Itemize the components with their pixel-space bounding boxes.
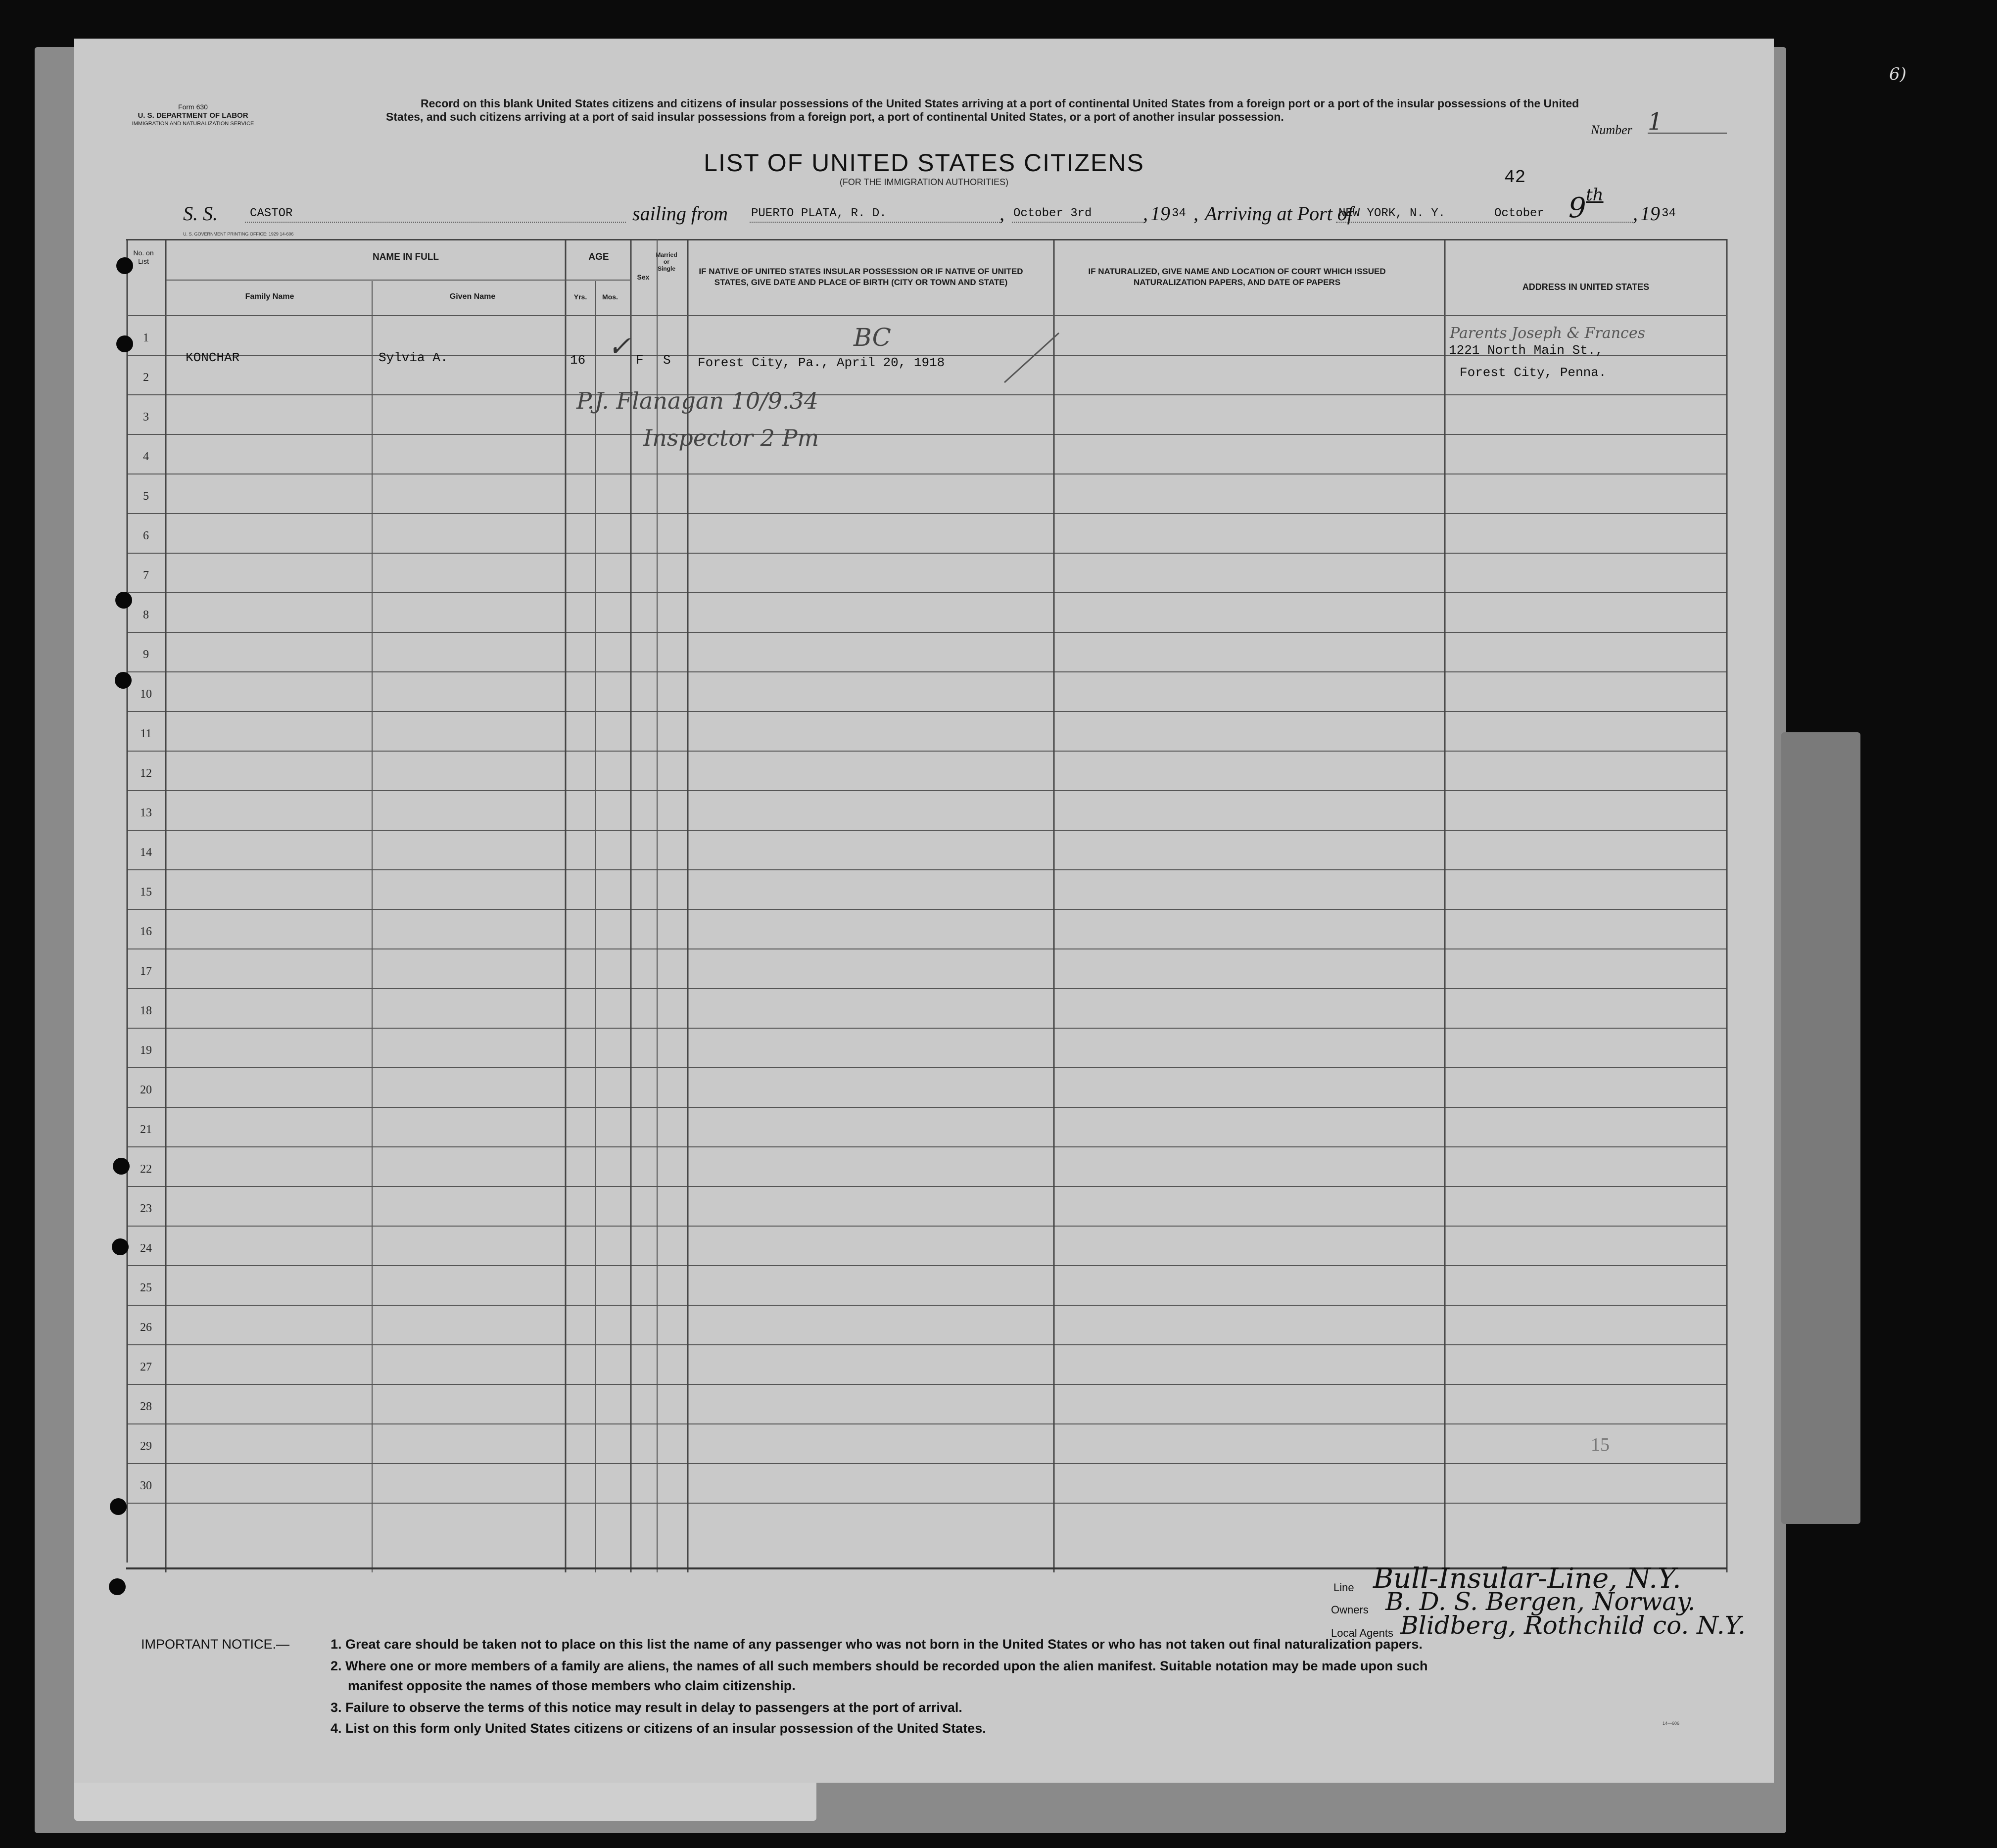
department: U. S. DEPARTMENT OF LABOR: [138, 111, 248, 120]
row-number: 8: [143, 609, 149, 621]
service: IMMIGRATION AND NATURALIZATION SERVICE: [132, 121, 254, 127]
line-label: Line: [1333, 1581, 1354, 1594]
origin-port: PUERTO PLATA, R. D.: [751, 207, 887, 220]
row-number: 25: [140, 1281, 152, 1294]
row-number: 19: [140, 1044, 152, 1057]
col-header-birth: IF NATIVE OF UNITED STATES INSULAR POSSESSION OR IF NATIVE OF UNITED STATES, GIVE DATE AND PLACE OF BIRTH (CITY OR TOWN AND STATE): [699, 267, 1023, 287]
notice-item-3: 3. Failure to observe the terms of this notice may result in delay to passengers at the port of arrival.: [331, 1700, 962, 1715]
col-header-naturalized: IF NATURALIZED, GIVE NAME AND LOCATION OF COURT WHICH ISSUED NATURALIZATION PAPERS, AND DATE OF PAPERS: [1088, 267, 1386, 287]
age-yrs-cell: 16: [570, 353, 586, 368]
ship-name: CASTOR: [250, 207, 293, 220]
number-label: Number: [1591, 123, 1632, 137]
col-header-given-name: Given Name: [449, 292, 496, 301]
col-header-sex: Sex: [637, 273, 650, 281]
arriving-label: Arriving at Port of: [1205, 202, 1353, 225]
underlying-page-edge: [1781, 732, 1860, 1524]
row-number: 9: [143, 648, 149, 661]
row-number: 12: [140, 767, 152, 780]
agents-label: Local Agents: [1331, 1627, 1393, 1639]
arrival-day-suffix: th: [1586, 185, 1604, 205]
page-subtitle: (FOR THE IMMIGRATION AUTHORITIES): [839, 177, 1009, 187]
row-number: 17: [140, 965, 152, 978]
birth-cell: Forest City, Pa., April 20, 1918: [698, 355, 945, 370]
form-instructions: Record on this blank United States citizens and citizens of insular possessions of the United States arriving at a port of continental United States from a foreign port or a port of the insular possessions of the United States, and such citizens arriving at a port of said insular possessions from a foreign port, a port of continental United States, or a port of another insular possession.: [386, 97, 1579, 123]
depart-year-prefix: 19: [1150, 202, 1170, 225]
col-header-age: AGE: [588, 252, 609, 262]
corner-mark: 6): [1889, 64, 1906, 84]
punch-hole: [109, 1578, 126, 1595]
col-header-yrs: Yrs.: [573, 293, 587, 301]
notice-item-2: 2. Where one or more members of a family are aliens, the names of all such members should be recorded upon the alien manifest. Suitable notation may be made upon such: [331, 1658, 1428, 1673]
table-grid: [74, 39, 1774, 1783]
col-header-married: Married or Single: [656, 251, 677, 272]
form-code: 14—606: [1663, 1721, 1680, 1726]
line-value: Bull-Insular-Line, N.Y.: [1373, 1563, 1681, 1595]
row-number: 20: [140, 1084, 152, 1096]
punch-hole: [115, 592, 132, 609]
col-header-address: ADDRESS IN UNITED STATES: [1522, 282, 1650, 292]
owners-label: Owners: [1331, 1604, 1369, 1616]
notice-item-2-cont: manifest opposite the names of those members who claim citizenship.: [348, 1678, 796, 1693]
check-mark: ✓: [608, 331, 631, 363]
ss-label: S. S.: [183, 202, 218, 225]
arrival-day: 9: [1569, 192, 1586, 224]
inspector-title: Inspector 2 Pm: [643, 425, 819, 451]
row-number: 15: [140, 886, 152, 899]
row-number: 27: [140, 1361, 152, 1374]
row-number: 16: [140, 925, 152, 938]
row-number: 6: [143, 529, 149, 542]
owners-value: B. D. S. Bergen, Norway.: [1385, 1587, 1696, 1616]
row-number: 10: [140, 688, 152, 701]
row-number: 22: [140, 1163, 152, 1176]
address-line-2: Forest City, Penna.: [1460, 365, 1607, 380]
arrival-year-prefix: 19: [1640, 202, 1660, 225]
punch-hole: [116, 335, 133, 352]
row-number: 23: [140, 1202, 152, 1215]
family-name-cell: KONCHAR: [186, 350, 240, 365]
notice-label: IMPORTANT NOTICE.—: [141, 1637, 290, 1652]
sailing-from-label: sailing from: [632, 202, 728, 225]
agents-value: Blidberg, Rothchild co. N.Y.: [1400, 1611, 1746, 1640]
row-number: 14: [140, 846, 152, 859]
col-header-mos: Mos.: [602, 293, 618, 301]
row-number: 26: [140, 1321, 152, 1334]
punch-hole: [113, 1158, 130, 1175]
row-number: 2: [143, 371, 149, 384]
printer-line: U. S. GOVERNMENT PRINTING OFFICE: 1929 14-606: [183, 232, 294, 237]
page-title: LIST OF UNITED STATES CITIZENS: [704, 149, 1144, 177]
row-number: 13: [140, 806, 152, 819]
row-number: 24: [140, 1242, 152, 1255]
form-id: Form 630: [178, 103, 208, 111]
inspector-signature: P.J. Flanagan 10/9.34: [576, 387, 819, 414]
row-number: 29: [140, 1440, 152, 1453]
arrival-year: 34: [1662, 207, 1676, 220]
punch-hole: [110, 1498, 127, 1515]
address-annotation: Parents Joseph & Frances: [1450, 325, 1645, 342]
manifest-page: Form 630 U. S. DEPARTMENT OF LABOR IMMIGRATION AND NATURALIZATION SERVICE Record on this blank United States citizens and citizens of insular possessions of the United States arriving at a port of continental United States from a foreign port or a port of the insular possessions of the United States, and such citizens arriving at a port of said insular possessions from a foreign port, a port of continental United States, or a port of another insular possession. Number 1 LIST OF UNITED STATES CITIZENS (FOR THE IMMIGRATION AUTHORITIES) 42 S. S. CASTOR sailing from PUERTO PLATA, R. D. , October 3rd , 19 34 , Arriving at Port of NEW YORK, N. Y. October 9 th , 19 34 U. S. GOVERNMENT PRINTING OFFICE: 1929 14-606 No. on List NAME IN FULL Family Name Given Name AGE Yrs. Mos. Sex Married or Single IF NATIVE OF UNITED STATES INSULAR POSSESSION OR IF NATIVE OF UNITED STATES, GIVE DATE AND PLACE OF BIRTH (CITY OR TOWN AND STATE) IF NATURALIZED, GIVE NAME AND LOCATION OF COURT WHICH ISSUED NATURALIZATION PAPERS, AND DATE OF PAPERS ADDRESS IN UNITED STATES 1 2 3 4 5 6 7 8 9 10 11 12 13 14 15 16 17 18 19 20 21 22 23 24 25 26 27 28 29 30 KONCHAR Sylvia A. 16 ✓ F S Forest City, Pa., April 20, 1918 BC Parents Joseph & Frances 1221 North Main St., Forest City, Penna. P.J. Flanagan 10/9.34 Inspector 2 Pm 15 Line Bull-Insular-Line, N.Y. Owners B. D. S. Bergen, Norway. Local Agents Blidberg, Rothchild co. N.Y. IMPORTANT NOTICE.— 1. Great care should be taken not to place on this list the name of any passenger who was not born in the United States or who has not taken out final naturalization papers. 2. Where one or more members of a family are aliens, the names of all such members should be recorded upon the alien manifest. Suitable notation may be made upon such manifest opposite the names of those members who claim citizenship. 3. Failure to observe the terms of this notice may result in delay to passengers at the port of arrival. 4. List on this form only United States citizens or citizens of an insular possession of the United States. 14—606: [74, 39, 1774, 1783]
number-value: 1: [1648, 108, 1663, 136]
birth-slash: [999, 328, 1064, 387]
row-number: 11: [140, 727, 152, 740]
marital-cell: S: [663, 353, 671, 368]
punch-hole: [116, 257, 133, 274]
arrival-port: NEW YORK, N. Y.: [1338, 207, 1446, 220]
punch-hole: [112, 1238, 129, 1255]
sex-cell: F: [636, 353, 644, 368]
row-number: 21: [140, 1123, 152, 1136]
given-name-cell: Sylvia A.: [379, 350, 448, 365]
row-number: 4: [143, 450, 149, 463]
row-number: 7: [143, 569, 149, 582]
birth-annotation: BC: [854, 323, 891, 352]
punch-hole: [115, 672, 132, 689]
stamp-number: 42: [1504, 167, 1526, 188]
depart-year: 34: [1172, 207, 1186, 220]
row-number: 5: [143, 490, 149, 503]
row-number: 30: [140, 1479, 152, 1492]
row-number: 3: [143, 411, 149, 424]
col-header-family-name: Family Name: [245, 292, 294, 301]
notice-item-4: 4. List on this form only United States citizens or citizens of an insular possession of the United States.: [331, 1721, 986, 1736]
col-header-name-in-full: NAME IN FULL: [372, 252, 439, 262]
address-line-1: 1221 North Main St.,: [1449, 343, 1604, 358]
depart-date: October 3rd: [1013, 207, 1092, 220]
notice-item-1: 1. Great care should be taken not to place on this list the name of any passenger who was not born in the United States or who has not taken out final naturalization papers.: [331, 1637, 1423, 1652]
page-count-stamp: 15: [1591, 1434, 1610, 1455]
col-header-no: No. on List: [133, 249, 154, 265]
row-number: 28: [140, 1400, 152, 1413]
row-number: 18: [140, 1004, 152, 1017]
row-number: 1: [143, 332, 149, 344]
arrival-month: October: [1494, 207, 1544, 220]
